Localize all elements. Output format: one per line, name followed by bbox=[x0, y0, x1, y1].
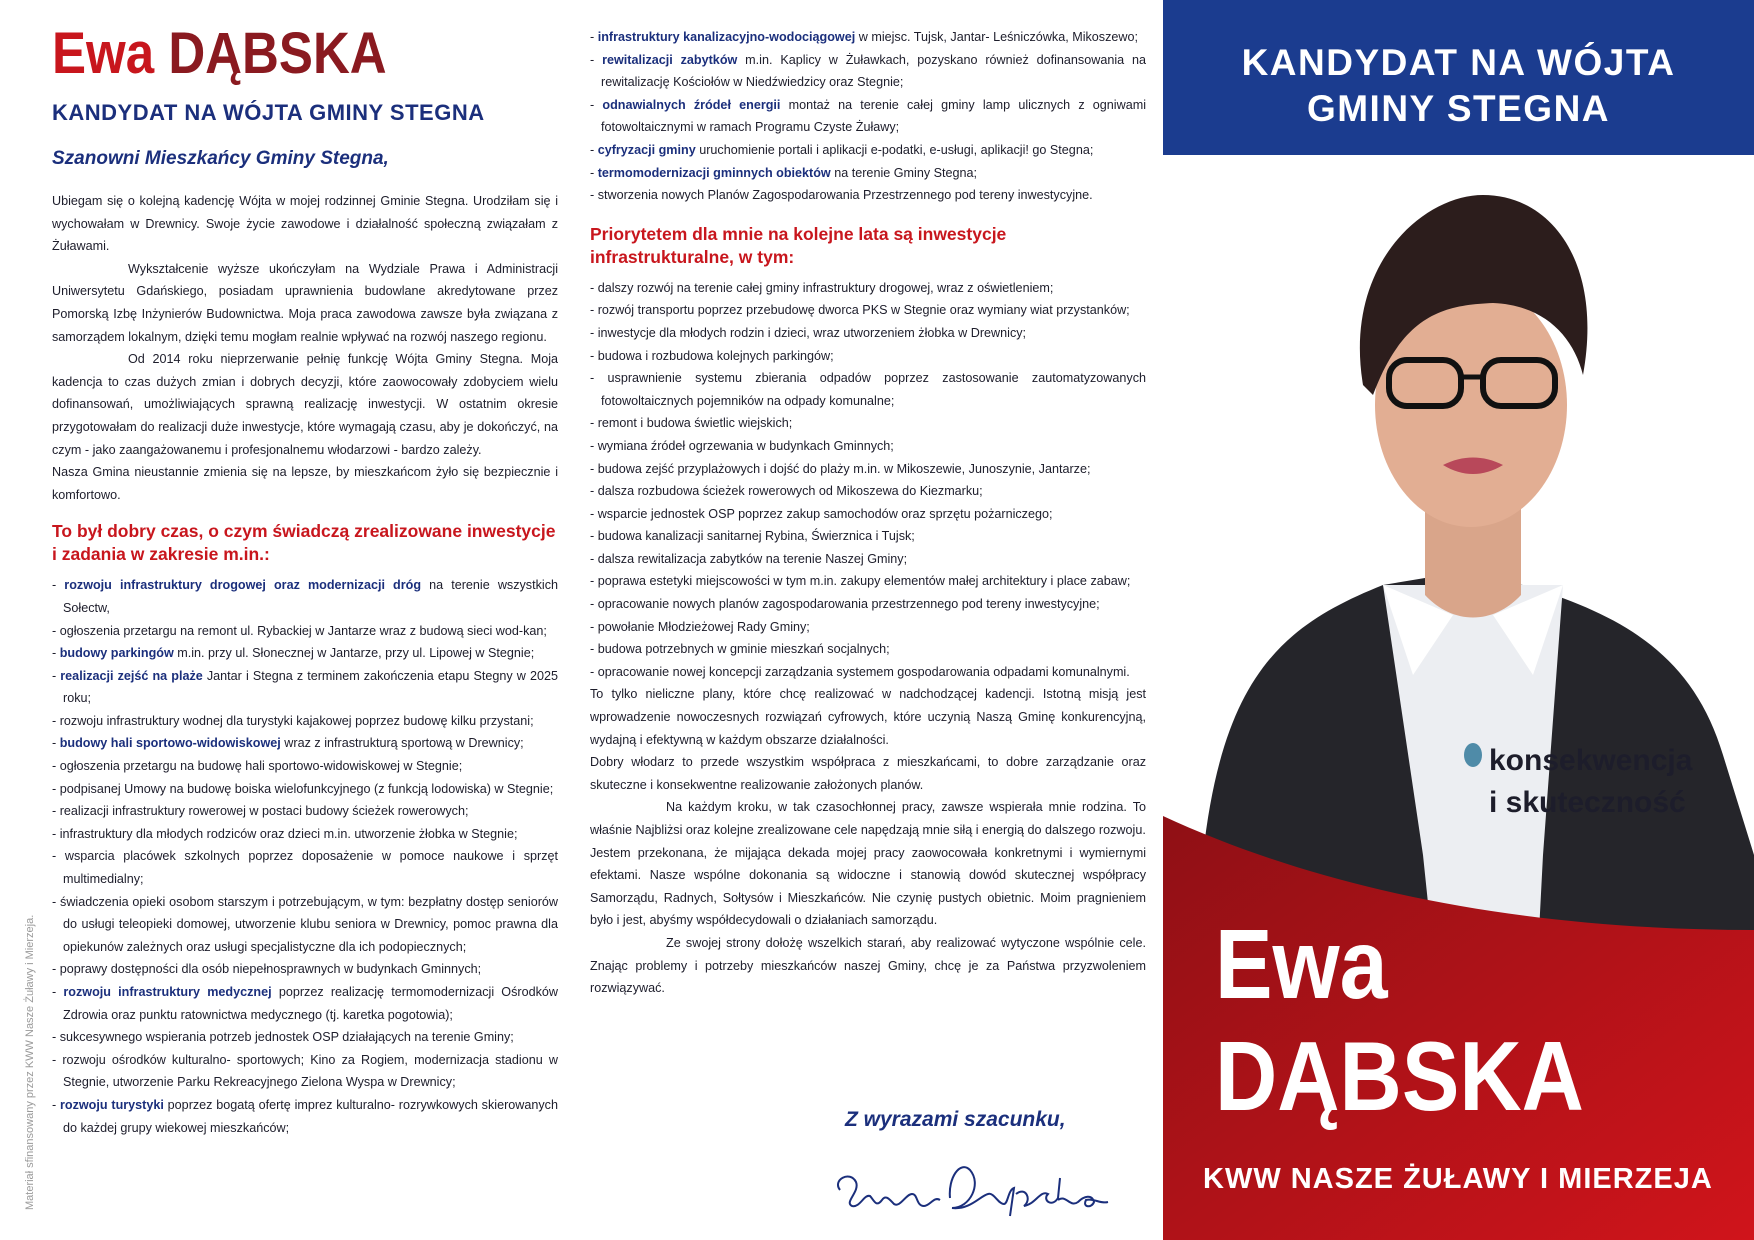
candidate-subtitle: KANDYDAT NA WÓJTA GMINY STEGNA bbox=[52, 100, 485, 125]
committee-name: KWW NASZE ŻUŁAWY I MIERZEJA bbox=[1203, 1163, 1713, 1195]
title-banner bbox=[1163, 0, 1754, 155]
paragraph-2: Wykształcenie wyższe ukończyłam na Wydziale Prawa i Administracji Uniwersytetu Gdańskiego, posiadam uprawnienia budowlane akredytowane przez Pomorską Izbę Inżynierów Budownictwa. Moja praca zawodowa zawsze była związana z samorządem lokalnym, dzięki temu mogłam realnie wpływać na rozwój naszego regionu. bbox=[52, 261, 558, 344]
list-item: - budowa zejść przyplażowych i dojść do plaży m.in. w Mikoszewie, Junoszynie, Jantarze; bbox=[590, 458, 1146, 481]
list-item: - remont i budowa świetlic wiejskich; bbox=[590, 412, 1146, 435]
list-item: - ogłoszenia przetargu na remont ul. Rybackiej w Jantarze wraz z budową sieci wod-kan; bbox=[52, 620, 558, 643]
list-item: - inwestycje dla młodych rodzin i dzieci, wraz utworzeniem żłobka w Drewnicy; bbox=[590, 322, 1146, 345]
list-item: - rozwoju ośrodków kulturalno- sportowych; Kino za Rogiem, modernizacja stadionu w Stegnie, utworzenie Parku Rekreacyjnego Zielona Wyspa w Drewnicy; bbox=[52, 1049, 558, 1094]
list-item: - budowa kanalizacji sanitarnej Rybina, Świerznica i Tujsk; bbox=[590, 525, 1146, 548]
list-item: - infrastruktury kanalizacyjno-wodociągowej w miejsc. Tujsk, Jantar- Leśniczówka, Mikoszewo; bbox=[590, 26, 1146, 49]
list-item: - wsparcia placówek szkolnych poprzez doposażenie w pomoce naukowe i sprzęt multimedialny; bbox=[52, 845, 558, 890]
list-item: - budowa potrzebnych w gminie mieszkań socjalnych; bbox=[590, 638, 1146, 661]
last-name: DĄBSKA bbox=[168, 21, 387, 86]
list-item: - rozwoju turystyki poprzez bogatą ofertę imprez kulturalno- rozrywkowych skierowanych do każdej grupy wiekowej mieszkańców; bbox=[52, 1094, 558, 1139]
achievements-list bbox=[52, 574, 558, 1139]
closing-paragraph-1: To tylko nieliczne plany, które chcę realizować w nadchodzącej kadencji. Istotną misją jest wprowadzenie nowoczesnych rozwiązań cyfrowych, które uczynią Naszą Gminę konkurencyjną, wydajną i efektywną w każdym obszarze działalności. bbox=[590, 687, 1146, 747]
list-item: - stworzenia nowych Planów Zagospodarowania Przestrzennego pod tereny inwestycyjne. bbox=[590, 184, 1146, 207]
list-item: - dalsza rozbudowa ścieżek rowerowych od Mikoszewa do Kiezmarku; bbox=[590, 480, 1146, 503]
list-item: - realizacji infrastruktury rowerowej w postaci budowy ścieżek rowerowych; bbox=[52, 800, 558, 823]
list-item: - wsparcie jednostek OSP poprzez zakup samochodów oraz sprzętu pożarniczego; bbox=[590, 503, 1146, 526]
closing-phrase: Z wyrazami szacunku, bbox=[845, 1108, 1066, 1131]
candidate-name-header bbox=[52, 22, 497, 86]
list-item: - sukcesywnego wspierania potrzeb jednostek OSP działających na terenie Gminy; bbox=[52, 1026, 558, 1049]
large-last-name: DĄBSKA bbox=[1215, 1021, 1584, 1131]
banner-line-1: KANDYDAT NA WÓJTA bbox=[1241, 42, 1676, 83]
paragraph-4: Nasza Gmina nieustannie zmienia się na lepsze, by mieszkańcom żyło się bezpiecznie i komfortowo. bbox=[52, 465, 558, 502]
list-item: - rozwój transportu poprzez przebudowę dworca PKS w Stegnie oraz wymiany wiat przystanków; bbox=[590, 299, 1146, 322]
greeting: Szanowni Mieszkańcy Gminy Stegna, bbox=[52, 148, 389, 169]
list-item: - rewitalizacji zabytków m.in. Kaplicy w Żuławkach, pozyskano również dofinansowania na rewitalizację Kościołów w Niedźwiedzicy oraz Stegnie; bbox=[590, 49, 1146, 94]
middle-column bbox=[590, 26, 1146, 1000]
list-item: - poprawy dostępności dla osób niepełnosprawnych w budynkach Gminnych; bbox=[52, 958, 558, 981]
list-item: - opracowanie nowej koncepcji zarządzania systemem gospodarowania odpadami komunalnymi. bbox=[590, 661, 1146, 684]
list-item: - cyfryzacji gminy uruchomienie portali i aplikacji e-podatki, e-usługi, aplikacji! go Stegna; bbox=[590, 139, 1146, 162]
list-item: - opracowanie nowych planów zagospodarowania przestrzennego pod tereny inwestycyjne; bbox=[590, 593, 1146, 616]
list-item: - świadczenia opieki osobom starszym i potrzebującym, w tym: bezpłatny dostęp seniorów do usługi teleopieki domowej, utworzenie klubu seniora w Drewnicy, pomoc prawna dla opiekunów zależnych oraz usługi specjalistyczne dla ich podopiecznych; bbox=[52, 891, 558, 959]
handwritten-signature bbox=[830, 1150, 1120, 1220]
list-item: - budowa i rozbudowa kolejnych parkingów; bbox=[590, 345, 1146, 368]
cover-panel bbox=[1163, 0, 1754, 1240]
banner-line-2: GMINY STEGNA bbox=[1306, 88, 1611, 129]
paragraph-3: Od 2014 roku nieprzerwanie pełnię funkcję Wójta Gminy Stegna. Moja kadencja to czas dużych zmian i dobrych decyzji, które zaowocowały zdobyciem wielu dofinansowań, umożliwiających sprawną realizację inwestycji. W ostatnim okresie przygotowałam do realizacji duże inwestycje, które wymagają czasu, aby je dokończyć, na czym - jako zaangażowanemu i profesjonalnemu włodarzowi - bardzo zależy. bbox=[52, 352, 558, 457]
list-item: - poprawa estetyki miejscowości w tym m.in. zakupy elementów małej architektury i place zabaw; bbox=[590, 570, 1146, 593]
list-item: - dalszy rozwój na terenie całej gminy infrastruktury drogowej, wraz z oświetleniem; bbox=[590, 277, 1146, 300]
large-first-name: Ewa bbox=[1215, 909, 1388, 1019]
candidate-name-large bbox=[1215, 908, 1584, 1132]
paragraph-1: Ubiegam się o kolejną kadencję Wójta w mojej rodzinnej Gminie Stegna. Urodziłam się i wychowałam w Drewnicy. Swoje życie zawodowe i działalność społeczną związałam z Żuławami. bbox=[52, 194, 558, 254]
first-name: Ewa bbox=[52, 21, 155, 86]
list-item: - powołanie Młodzieżowej Rady Gminy; bbox=[590, 616, 1146, 639]
list-item: - wymiana źródeł ogrzewania w budynkach Gminnych; bbox=[590, 435, 1146, 458]
left-column bbox=[52, 22, 558, 1139]
closing-paragraph-4: Jestem przekonana, że mijająca dekada mojej pracy zaowocowała konkretnymi i wymiernymi efektami. Nasze wspólne dokonania są widoczne i stanowią dowód skutecznej współpracy Samorządu, Radnych, Sołtysów i Mieszkańców. Nie czynię pustych obietnic. Moim pragnieniem było i jest, abyśmy współdecydowali o działaniach samorządu. bbox=[590, 845, 1146, 928]
achievements-list-continued bbox=[590, 26, 1146, 207]
list-item: - rozwoju infrastruktury medycznej poprzez realizację termomodernizacji Ośrodków Zdrowia oraz punktu ratownictwa medycznego (tj. karetka pogotowia); bbox=[52, 981, 558, 1026]
list-item: - budowy hali sportowo-widowiskowej wraz z infrastrukturą sportową w Drewnicy; bbox=[52, 732, 558, 755]
list-item: - infrastruktury dla młodych rodziców oraz dzieci m.in. utworzenie żłobka w Stegnie; bbox=[52, 823, 558, 846]
priorities-heading: Priorytetem dla mnie na kolejne lata są inwestycje infrastrukturalne, w tym: bbox=[590, 223, 1007, 267]
list-item: - dalsza rewitalizacja zabytków na terenie Naszej Gminy; bbox=[590, 548, 1146, 571]
closing-paragraph-2: Dobry włodarz to przede wszystkim współpraca z mieszkańcami, to dobre zarządzanie oraz skuteczne i konsekwentne realizowanie założonych planów. bbox=[590, 755, 1146, 792]
motto-line-1: konsekwencja bbox=[1489, 744, 1693, 777]
achievements-heading: To był dobry czas, o czym świadczą zrealizowane inwestycje i zadania w zakresie m.in.: bbox=[52, 521, 556, 565]
priorities-list bbox=[590, 277, 1146, 684]
list-item: - ogłoszenia przetargu na budowę hali sportowo-widowiskowej w Stegnie; bbox=[52, 755, 558, 778]
list-item: - usprawnienie systemu zbierania odpadów poprzez zastosowanie zautomatyzowanych fotowoltaicznych pojemników na odpady komunalne; bbox=[590, 367, 1146, 412]
motto-line-2: i skuteczność bbox=[1489, 786, 1686, 819]
closing-paragraph-3: Na każdym kroku, w tak czasochłonnej pracy, zawsze wspierała mnie rodzina. To właśnie Najbliżsi oraz kolejne zrealizowane cele napędzają mnie siłą i energią do dalszego rozwoju. bbox=[590, 800, 1146, 837]
financing-note: Materiał sfinansowany przez KWW Nasze Żuławy i Mierzeja. bbox=[24, 914, 36, 1210]
list-item: - rozwoju infrastruktury drogowej oraz modernizacji dróg na terenie wszystkich Sołectw, bbox=[52, 574, 558, 619]
list-item: - podpisanej Umowy na budowę boiska wielofunkcyjnego (z funkcją lodowiska) w Stegnie; bbox=[52, 778, 558, 801]
list-item: - realizacji zejść na plaże Jantar i Stegna z terminem zakończenia etapu Stegny w 2025 roku; bbox=[52, 665, 558, 710]
list-item: - budowy parkingów m.in. przy ul. Słonecznej w Jantarze, przy ul. Lipowej w Stegnie; bbox=[52, 642, 558, 665]
closing-paragraph-5: Ze swojej strony dołożę wszelkich starań, aby realizować wytyczone wspólnie cele. Znając problemy i potrzeby mieszkańców naszej Gminy, chcę je za Państwa przyzwoleniem rozwiązywać. bbox=[590, 935, 1146, 996]
list-item: - rozwoju infrastruktury wodnej dla turystyki kajakowej poprzez budowę kilku przystani; bbox=[52, 710, 558, 733]
list-item: - odnawialnych źródeł energii montaż na terenie całej gminy lamp ulicznych z ogniwami fotowoltaicznymi w ramach Programu Czyste Żuławy; bbox=[590, 94, 1146, 139]
list-item: - termomodernizacji gminnych obiektów na terenie Gminy Stegna; bbox=[590, 162, 1146, 185]
